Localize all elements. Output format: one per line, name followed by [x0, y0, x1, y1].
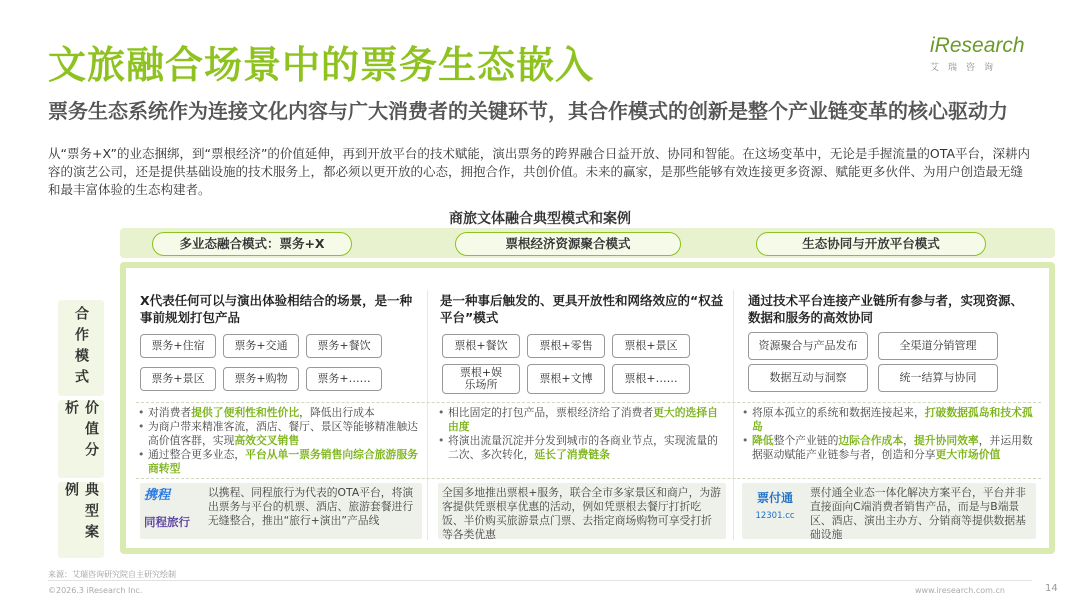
- tag-item: 数据互动与洞察: [748, 364, 868, 392]
- tag-item: 票根+文博: [527, 364, 605, 394]
- case-box-3: [742, 483, 1036, 539]
- bullet-text: 通过整合更多业态，: [148, 448, 246, 461]
- row-label-value: [58, 400, 104, 478]
- value-bullet: [136, 420, 422, 448]
- row-divider: [136, 478, 1041, 479]
- bullet-text: ，并运用数据驱动赋能产业链参与者，创造和分享: [752, 434, 1033, 461]
- tag-row: [140, 367, 382, 391]
- page-title: 文旅融合场景中的票务生态嵌入: [48, 43, 595, 87]
- case-box-2: [438, 483, 726, 539]
- footer-url: www.iresearch.com.cn: [915, 586, 1005, 595]
- tag-row: [140, 334, 382, 358]
- bullet-text: ，降低出行成本: [299, 406, 375, 419]
- highlight-text: 降低: [752, 434, 774, 447]
- tag-row: [748, 332, 998, 360]
- value-bullets-3: [740, 406, 1036, 462]
- tag-item: 资源聚合与产品发布: [748, 332, 868, 360]
- logo-text: iResearch: [930, 34, 1025, 57]
- tag-item: 统一结算与协同: [878, 364, 998, 392]
- piaofutong-logo: [746, 491, 804, 523]
- tag-item: 票务+交通: [223, 334, 299, 358]
- bullet-text: 为商户带来精准客流，酒店、餐厅、景区等能够精准触达高价值客群，实现: [148, 420, 418, 447]
- row-label-case: [58, 482, 104, 558]
- highlight-text: 更大市场价值: [935, 448, 1001, 461]
- intro-paragraph: 从“票务+X”的业态捆绑，到“票根经济”的价值延伸，再到开放平台的技术赋能，演出票务的跨界融合日益开放、协同和智能。在这场变革中，无论是手握流量的OTA平台，深耕内容的演艺公司，还是提供基础设施的技术服务上，都必须以更开放的心态，拥抱合作，共创价值。未来的赢家，是那些能够有效连接更多资源、赋能更多伙伴、为用户创造最无缝和最丰富体验的生态构建者。: [48, 146, 1030, 197]
- column-divider: [427, 290, 428, 540]
- tag-item: 全渠道分销管理: [878, 332, 998, 360]
- column-header-3: 生态协同与开放平台模式: [756, 232, 986, 256]
- piaofutong-logo-text: 票付通: [756, 491, 793, 505]
- column-divider: [733, 290, 734, 540]
- row-label-text: 典型案例: [63, 482, 99, 545]
- tag-row: [748, 364, 998, 392]
- row-label-text: 合作模式: [73, 306, 89, 390]
- value-bullet: [436, 434, 728, 462]
- tag-item: 票根+零售: [527, 334, 605, 358]
- bullet-text: 整个产业链的: [773, 434, 839, 447]
- column-header-1: 多业态融合模式：票务+X: [152, 232, 352, 256]
- highlight-text: 延长了消费链条: [534, 448, 610, 461]
- value-bullet: [740, 406, 1036, 434]
- footer-line: [48, 580, 1032, 581]
- bullet-text: 将原本孤立的系统和数据连接起来，: [752, 406, 925, 419]
- highlight-text: 高效交叉销售: [234, 434, 300, 447]
- case-text-2: 全国多地推出票根+服务，联合全市多家景区和商户，为游客提供凭票根享优惠的活动，例如凭票根去餐厅打折吃饭、半价购买旅游景点门票、去指定商场购物可享受打折等各类优惠: [442, 486, 721, 541]
- bullet-text: 将演出流量沉淀并分发到城市的各商业节点，实现流量的二次、多次转化，: [448, 434, 718, 461]
- mode-description-2: 是一种事后触发的、更具开放性和网络效应的“权益平台”模式: [440, 293, 724, 325]
- tongcheng-logo-text: 同程旅行: [144, 515, 190, 529]
- source-note: 来源：艾瑞咨询研究院自主研究绘制: [48, 570, 176, 579]
- case-text-3: 票付通全业态一体化解决方案平台，平台并非直接面向C端消费者销售产品，而是与B端景区、酒店、演出主办方、分销商等提供数据基础设施: [810, 486, 1026, 541]
- tag-row: [442, 364, 690, 394]
- value-bullet: [436, 406, 728, 434]
- value-bullets-1: [136, 406, 422, 476]
- case-text-1: 以携程、同程旅行为代表的OTA平台，将演出票务与平台的机票、酒店、旅游套餐进行无缝整合，推出“旅行+演出”产品线: [208, 486, 414, 527]
- tag-item: 票务+餐饮: [306, 334, 382, 358]
- ctrip-logo-text: 携程: [144, 488, 171, 503]
- section-title: 商旅文体融合典型模式和案例: [449, 211, 631, 227]
- bullet-text: ，: [903, 434, 914, 447]
- iresearch-logo: [930, 34, 1040, 74]
- tag-item: 票根+娱乐场所: [442, 364, 520, 394]
- piaofutong-logo-url: 12301.cc: [755, 511, 795, 521]
- tag-item: 票务+景区: [140, 367, 216, 391]
- value-bullet: [136, 406, 422, 420]
- copyright: ©2026.3 iResearch Inc.: [48, 586, 143, 595]
- row-label-mode: [58, 300, 104, 396]
- page-subtitle: 票务生态系统作为连接文化内容与广大消费者的关键环节，其合作模式的创新是整个产业链变革的核心驱动力: [48, 99, 1008, 123]
- bullet-text: 对消费者: [148, 406, 192, 419]
- value-bullet: [136, 448, 422, 476]
- page-number: 14: [1045, 583, 1058, 594]
- value-bullet: [740, 434, 1036, 462]
- tag-item: 票务+住宿: [140, 334, 216, 358]
- highlight-text: 平台从单一票务销售向综合旅游服务商转型: [148, 448, 418, 475]
- tag-item: 票根+……: [612, 364, 690, 394]
- tongcheng-logo: [144, 515, 202, 529]
- tag-item: 票务+……: [306, 367, 382, 391]
- logo-subtext: 艾瑞咨询: [930, 63, 1003, 73]
- highlight-text: 提升协同效率: [913, 434, 979, 447]
- highlight-text: 边际合作成本: [838, 434, 904, 447]
- tag-item: 票根+餐饮: [442, 334, 520, 358]
- highlight-text: 更大的选择自由度: [448, 406, 718, 433]
- tag-row: [442, 334, 690, 358]
- bullet-text: 相比固定的打包产品，票根经济给了消费者: [448, 406, 654, 419]
- row-divider: [136, 402, 1041, 403]
- row-label-text: 价值分析: [63, 400, 99, 463]
- mode-description-1: X代表任何可以与演出体验相结合的场景，是一种事前规划打包产品: [140, 293, 413, 325]
- tag-item: 票务+购物: [223, 367, 299, 391]
- value-bullets-2: [436, 406, 728, 462]
- highlight-text: 提供了便利性和性价比: [191, 406, 300, 419]
- tag-item: 票根+景区: [612, 334, 690, 358]
- highlight-text: 打破数据孤岛和技术孤岛: [752, 406, 1033, 433]
- case-box-1: [140, 483, 422, 539]
- column-header-2: 票根经济资源聚合模式: [455, 232, 681, 256]
- ctrip-logo: [144, 489, 202, 503]
- mode-description-3: 通过技术平台连接产业链所有参与者，实现资源、数据和服务的高效协同: [748, 293, 1024, 325]
